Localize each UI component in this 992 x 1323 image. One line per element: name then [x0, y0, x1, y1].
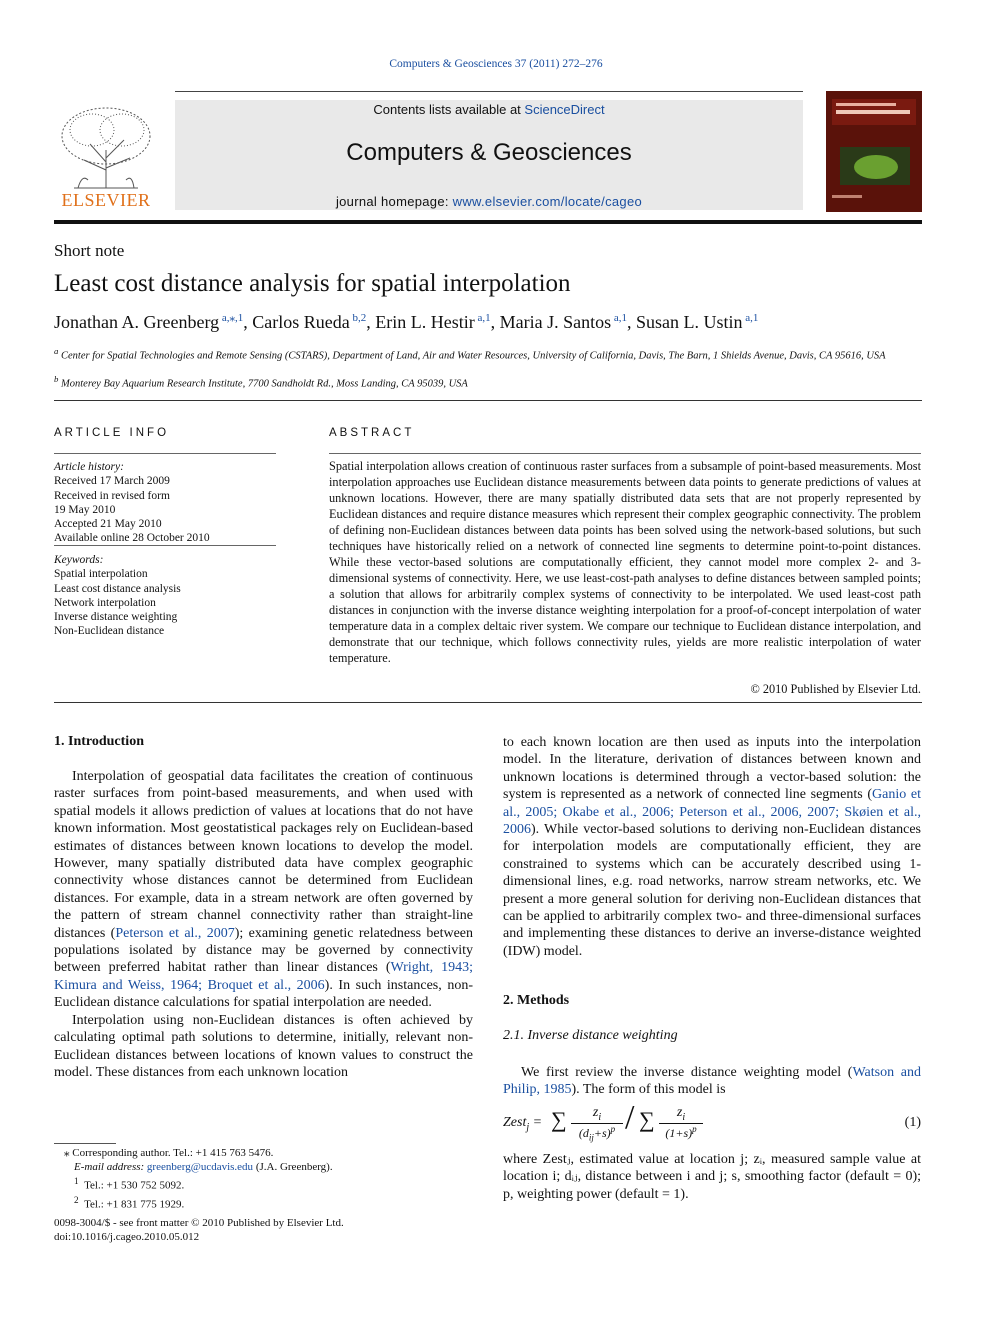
footnote-2	[64, 1193, 474, 1212]
homepage-link[interactable]: www.elsevier.com/locate/cageo	[452, 194, 643, 209]
article-info-rule	[54, 453, 276, 454]
email-link[interactable]: greenberg@ucdavis.edu	[146, 1161, 254, 1173]
keywords-rule	[54, 545, 276, 546]
affiliation-b-text: Monterey Bay Aquarium Research Institute, 7700 Sandholdt Rd., Moss Landing, CA 95039, USA	[61, 378, 468, 390]
author-separator: ,	[243, 312, 253, 332]
abstract-label: ABSTRACT	[329, 427, 415, 439]
footnote-1	[64, 1174, 474, 1193]
history-line: Received in revised form	[54, 489, 170, 502]
author-name: Carlos Rueda	[252, 312, 350, 332]
keyword: Non-Euclidean distance	[54, 625, 165, 638]
citation-link[interactable]: Wright, 1943; Kimura and Weiss, 1964; Broquet et al., 2006	[54, 960, 474, 993]
sum-symbol: ∑	[639, 1107, 655, 1132]
intro-text: Interpolation of geospatial data facilitates the creation of continuous raster surfaces from point-based measurements, and when used with spatial models it allows prediction of values at locations that do not have known information. Most geostatistical packages rely on Euclidean-based estimates of distances between known locations to develop the model. However, many spatially distributed data have complex geographic connectivity whose distances cannot be determined from Euclidean distances. For example, data in a stream network are often governed by the pattern of stream channel connectivity rather than straight-line distances (	[54, 769, 473, 941]
affiliation-b-mark: b	[54, 374, 59, 384]
author-affiliation-mark[interactable]: b,2	[349, 312, 367, 324]
issn-line: 0098-3004/$ - see front matter © 2010 Published by Elsevier Ltd.	[54, 1217, 344, 1229]
affiliation-b	[54, 372, 922, 392]
affiliation-a-mark: a	[54, 346, 59, 356]
keyword: Least cost distance analysis	[54, 582, 181, 595]
intro-paragraph-2: Interpolation using non-Euclidean distances is often achieved by calculating optimal path solutions to determine, initially, relevant non-Euclidean distances between locations of known values to construct the model. These distances from each unknown location	[54, 1012, 473, 1080]
idw-subheading: 2.1. Inverse distance weighting	[503, 1028, 678, 1043]
author-separator: ,	[490, 312, 500, 332]
fraction-2: $z_i$ $(1+s)^p$	[659, 1105, 703, 1141]
author-list	[54, 311, 758, 333]
author-affiliation-mark[interactable]: a,1	[474, 312, 491, 324]
article-history	[54, 460, 276, 546]
author-affiliation-mark[interactable]: a,⁎,1	[219, 312, 244, 324]
author-affiliation-mark[interactable]: a,1	[611, 312, 628, 324]
intro-continued	[503, 734, 921, 960]
citation-link[interactable]: Ganio et al., 2005; Okabe et al., 2006; Peterson et al., 2006, 2007; Skøien et al., 2006	[503, 787, 921, 838]
homepage-prefix: journal homepage:	[335, 194, 453, 209]
idw-paragraph	[503, 1064, 921, 1099]
equation-definitions: where Zestⱼ, estimated value at location j; zᵢ, measured sample value at location i; dᵢⱼ, distance between i and j; s, smoothing factor (default = 0); p, weighting power (default = 1).	[503, 1152, 921, 1202]
intro-text: ); examining genetic relatedness between populations isolated by distance may be governed by connectivity between preferred habitat rather than linear distances (	[54, 925, 474, 976]
journal-reference[interactable]: Computers & Geosciences 37 (2011) 272–276	[389, 58, 603, 70]
history-label: Article history:	[54, 461, 124, 473]
intro-text: ). While vector-based solutions to deriving non-Euclidean distances for interpolation models are computationally efficient, they are constrained to systems which can be accurately described using 1-dimensional lines, e.g. road networks, narrow stream networks, etc. We present a more general solution for deriving non-Euclidean distances that can be applied to arbitrarily complex two- and three-dimensional surfaces and implementing these distances to derive an inverse-distance weighted (IDW) model.	[503, 822, 921, 959]
author-affiliation-mark[interactable]: a,1	[742, 312, 759, 324]
journal-name: Computers & Geosciences	[346, 139, 632, 166]
idw-text: We first review the inverse distance weighting model (	[521, 1065, 853, 1080]
abstract-rule	[329, 453, 921, 454]
keyword: Spatial interpolation	[54, 568, 148, 581]
intro-body	[54, 768, 473, 1081]
homepage-line	[175, 194, 803, 209]
footnote-rule	[54, 1143, 116, 1144]
citation-link[interactable]: Peterson et al., 2007	[115, 925, 235, 941]
citation-link[interactable]: Watson and Philip, 1985	[503, 1065, 922, 1098]
email-note	[64, 1160, 474, 1174]
footnote-1-mark: 1	[74, 1176, 79, 1186]
keywords-label: Keywords:	[54, 554, 104, 566]
journal-cover-image	[826, 91, 922, 212]
affiliation-a	[54, 344, 922, 364]
intro-heading: 1. Introduction	[54, 734, 144, 749]
section-divider-bottom	[54, 702, 922, 703]
article-info-label: ARTICLE INFO	[54, 427, 170, 439]
author-name: Susan L. Ustin	[636, 312, 743, 332]
division-slash: /	[625, 1099, 635, 1136]
equation-number: (1)	[904, 1115, 921, 1130]
section-divider-top	[54, 400, 922, 401]
intro-paragraph-3	[503, 734, 921, 960]
keywords	[54, 553, 276, 639]
author-name: Maria J. Santos	[499, 312, 612, 332]
email-suffix: (J.A. Greenberg).	[253, 1161, 333, 1173]
intro-text: ). In such instances, non-Euclidean distance calculations for spatial interpolation are needed.	[54, 977, 473, 1011]
abstract-text: Spatial interpolation allows creation of continuous raster surfaces from a subsample of point-based measurements. Most interpolation approaches use Euclidean distance measurements between data points to generate predictions of values at unknown locations. However, there are many spatially distributed data sets that are not properly represented by Euclidean distances and require distance measures which represent their complex geographic connectivity. The problem of defining non-Euclidean distances between data points has been solved using the network-based solutions, but such techniques have historically relied on a network of connected line segments to determine point-to-point distances. While these vector-based solutions are computationally efficient, they cannot model more complex 2- and 3-dimensional systems of connectivity. Here, we use least-cost-path analyses to define distances between sampled points; a solution that allows for arbitrarily complex systems of connectivity to be interpolated. We used least-cost path distances in conjunction with the inverse distance weighting interpolation for a proof-of-concept interpolation of water temperature data in a complex deltaic river system. We compare our technique to Euclidean distance interpolation, and demonstrate that our technique, which follows connectivity rules, yields are more realistic interpolation of water temperature.	[329, 459, 921, 665]
idw-text: ). The form of this model is	[571, 1082, 726, 1098]
contents-prefix: Contents lists available at	[373, 102, 525, 117]
doi-line[interactable]: doi:10.1016/j.cageo.2010.05.012	[54, 1231, 200, 1243]
article-type: Short note	[54, 241, 125, 260]
history-line: Available online 28 October 2010	[54, 532, 210, 545]
footnotes	[64, 1146, 474, 1211]
corresponding-author-note: ⁎ Corresponding author. Tel.: +1 415 763 5476.	[64, 1147, 274, 1159]
intro-paragraph-1	[54, 768, 473, 1012]
article-title: Least cost distance analysis for spatial interpolation	[54, 270, 571, 297]
contents-line	[175, 102, 803, 117]
sciencedirect-link[interactable]: ScienceDirect	[524, 102, 605, 117]
header-bottom-rule	[54, 220, 922, 224]
author-separator: ,	[627, 312, 637, 332]
author-separator: ,	[366, 312, 376, 332]
idw-intro	[503, 1064, 921, 1099]
elsevier-wordmark: ELSEVIER	[61, 190, 151, 210]
cover-artwork	[826, 91, 922, 212]
equation-1	[503, 1099, 921, 1149]
footnote-1-text: Tel.: +1 530 752 5092.	[84, 1179, 185, 1192]
email-label: E-mail address:	[74, 1161, 147, 1173]
keyword: Network interpolation	[54, 596, 156, 609]
publication-info	[54, 1216, 474, 1244]
footnote-2-mark: 2	[74, 1194, 79, 1205]
footnote-2-text: Tel.: +1 831 775 1929.	[84, 1198, 185, 1211]
fraction-1: $z_i$ $(d_{ij}+s)^p$	[571, 1105, 623, 1142]
author-name: Jonathan A. Greenberg	[54, 312, 220, 332]
abstract-copyright: © 2010 Published by Elsevier Ltd.	[750, 682, 921, 696]
intro-text: to each known location are then used as inputs into the interpolation model. In the literature, derivation of distances between known and unknown locations is determined through a vector-based solution: the system is represented as a network of connected line segments (	[503, 735, 921, 803]
author-name: Erin L. Hestir	[375, 312, 475, 332]
history-line: Received 17 March 2009	[54, 475, 170, 488]
equation-lhs: Zest$_j$ =	[503, 1115, 543, 1133]
sum-symbol: ∑	[551, 1107, 567, 1132]
history-line: Accepted 21 May 2010	[54, 518, 162, 531]
history-line: 19 May 2010	[54, 503, 116, 516]
keyword: Inverse distance weighting	[54, 611, 178, 624]
header-top-rule	[175, 91, 803, 92]
affiliation-a-text: Center for Spatial Technologies and Remote Sensing (CSTARS), Department of Land, Air and Water Resources, University of California, Davis, The Barn, 1 Shields Avenue, Davis, CA 95616, USA	[61, 350, 886, 362]
methods-heading: 2. Methods	[503, 993, 570, 1008]
